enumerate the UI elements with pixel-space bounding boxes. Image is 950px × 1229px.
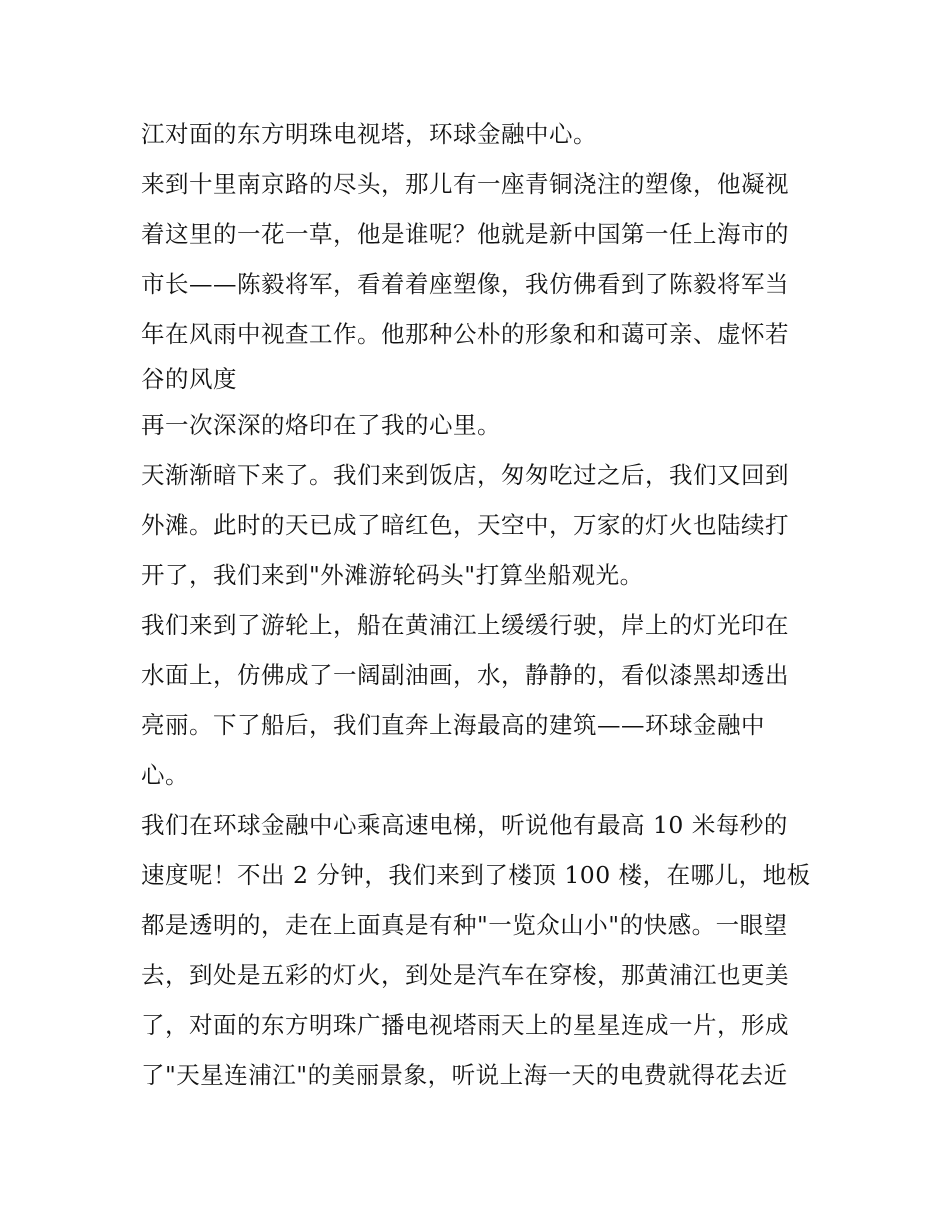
text-line: 我们来到了游轮上，船在黄浦江上缓缓行驶，岸上的灯光印在	[141, 611, 789, 639]
text-line: 着这里的一花一草，他是谁呢？他就是新中国第一任上海市的	[141, 220, 789, 248]
text-line: 我们在环球金融中心乘高速电梯，听说他有最高 10 米每秒的	[141, 811, 788, 839]
text-line: 来到十里南京路的尽头，那儿有一座青铜浇注的塑像，他凝视	[141, 170, 789, 198]
text-line: 天渐渐暗下来了。我们来到饭店，匆匆吃过之后，我们又回到	[141, 461, 789, 489]
text-line: 年在风雨中视查工作。他那种公朴的形象和和蔼可亲、虚怀若	[141, 320, 789, 348]
text-line: 谷的风度	[141, 365, 237, 393]
text-line: 江对面的东方明珠电视塔，环球金融中心。	[141, 120, 597, 148]
text-line: 水面上，仿佛成了一阔副油画，水，静静的，看似漆黑却透出	[141, 661, 789, 689]
text-line: 心。	[141, 761, 189, 789]
text-line: 都是透明的，走在上面真是有种"一览众山小"的快感。一眼望	[141, 911, 788, 939]
text-line: 速度呢！不出 2 分钟，我们来到了楼顶 100 楼，在哪儿，地板	[141, 861, 811, 889]
text-line: 开了，我们来到"外滩游轮码头"打算坐船观光。	[141, 561, 644, 589]
text-line: 市长——陈毅将军，看着着座塑像，我仿佛看到了陈毅将军当	[141, 270, 789, 298]
text-line: 了，对面的东方明珠广播电视塔雨天上的星星连成一片，形成	[141, 1011, 789, 1039]
text-line: 再一次深深的烙印在了我的心里。	[141, 411, 501, 439]
text-line: 外滩。此时的天已成了暗红色，天空中，万家的灯火也陆续打	[141, 511, 789, 539]
document-body	[141, 109, 821, 1100]
text-line: 去，到处是五彩的灯火，到处是汽车在穿梭，那黄浦江也更美	[141, 961, 789, 989]
text-line: 亮丽。下了船后，我们直奔上海最高的建筑——环球金融中	[141, 711, 765, 739]
text-line: 了"天星连浦江"的美丽景象，听说上海一天的电费就得花去近	[141, 1061, 788, 1089]
